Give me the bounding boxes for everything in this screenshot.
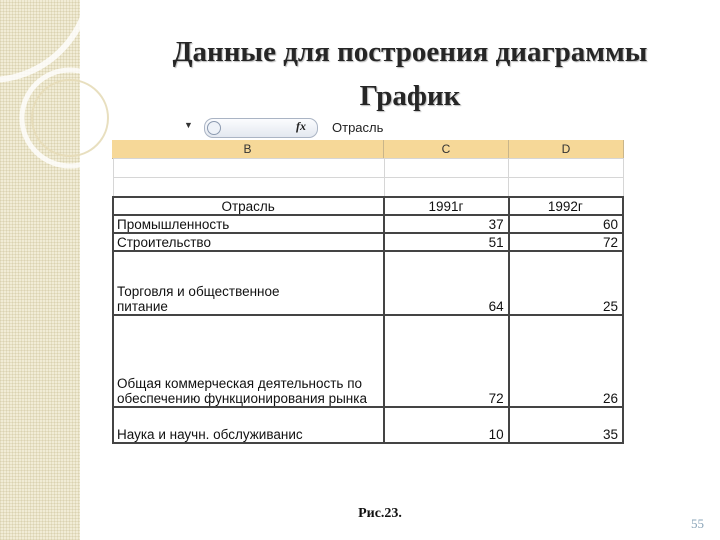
value-1992: 72: [509, 233, 623, 251]
value-1991: 51: [384, 233, 508, 251]
title-line-1: Данные для построения диаграммы: [172, 36, 648, 68]
fx-icon: fx: [296, 119, 306, 133]
page-number: 55: [691, 516, 704, 531]
value-1992: 35: [509, 407, 623, 443]
header-cell-1991: 1991г: [384, 197, 508, 215]
value-1992: 60: [509, 215, 623, 233]
data-table: [112, 158, 624, 444]
empty-row: [113, 178, 623, 197]
formula-bar: [184, 118, 624, 136]
table-row: [113, 251, 623, 315]
column-header-b: B: [112, 140, 384, 159]
header-cell-1992: 1992г: [509, 197, 623, 215]
table-row: [113, 315, 623, 407]
row-label: Строительство: [113, 233, 384, 251]
table-row: [113, 215, 623, 233]
value-1992: 25: [509, 251, 623, 315]
row-label: Промышленность: [113, 215, 384, 233]
cancel-circle-icon: [207, 121, 221, 135]
column-header-d: D: [509, 140, 624, 159]
value-1992: 26: [509, 315, 623, 407]
row-label: Общая коммерческая деятельность по обеспечению функционирования рынка: [113, 315, 384, 407]
spreadsheet-screenshot: [112, 116, 624, 454]
value-1991: 10: [384, 407, 508, 443]
header-cell-industry: Отрасль: [113, 197, 384, 215]
column-header-c: C: [384, 140, 509, 159]
value-1991: 37: [384, 215, 508, 233]
name-box-dropdown-icon: ▼: [184, 120, 193, 130]
title-line-2: График: [359, 80, 461, 112]
slide-title: [100, 30, 720, 118]
value-1991: 64: [384, 251, 508, 315]
table-row: [113, 233, 623, 251]
row-label: Наука и научн. обслуживанис: [113, 407, 384, 443]
empty-row: [113, 159, 623, 178]
figure-caption: Рис.23.: [358, 506, 402, 521]
table-row: [113, 407, 623, 443]
table-header-row: [113, 197, 623, 215]
row-label: Торговля и общественное питание: [113, 251, 384, 315]
formula-content: Отрасль: [332, 120, 384, 135]
value-1991: 72: [384, 315, 508, 407]
